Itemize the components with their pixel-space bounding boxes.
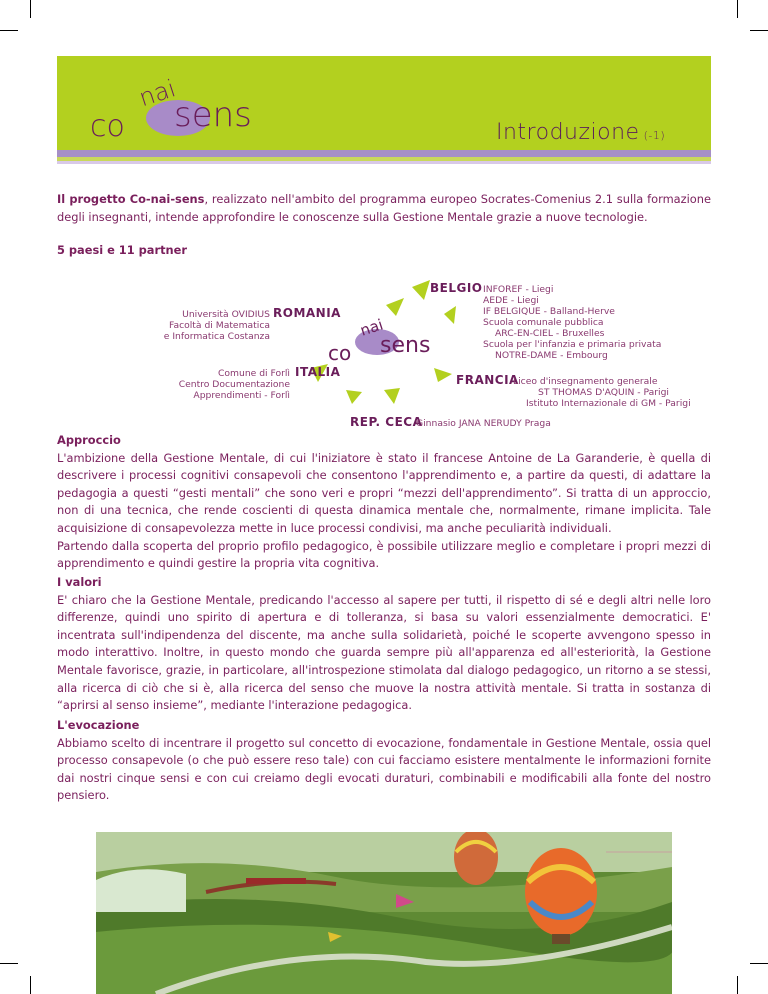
country-romania: ROMANIA — [273, 306, 341, 320]
page-title-text: Introduzione — [496, 120, 640, 145]
partner-item: AEDE - Liegi — [483, 295, 539, 306]
section-heading: L'evocazione — [57, 718, 140, 732]
project-name: Il progetto Co-nai-sens — [57, 192, 205, 206]
logo-sens: sens — [174, 95, 252, 135]
partner-item: Facoltà di Matematica — [169, 320, 270, 331]
partner-list-belgio — [483, 284, 661, 361]
partner-item: Centro Documentazione — [178, 379, 290, 390]
logo-co: co — [90, 109, 125, 144]
section-valori — [57, 574, 711, 715]
landscape-illustration — [96, 832, 672, 994]
partner-item: ARC-EN-CIEL - Bruxelles — [495, 328, 605, 339]
partner-item: Apprendimenti - Forlì — [193, 390, 290, 401]
page-number: (-1) — [643, 129, 666, 142]
partner-item: INFOREF - Liegi — [483, 284, 554, 295]
partner-item: NOTRE-DAME - Embourg — [495, 350, 608, 361]
section-approccio — [57, 432, 711, 573]
partners-heading: 5 paesi e 11 partner — [57, 243, 187, 257]
partner-item: Scuola comunale pubblica — [483, 317, 604, 328]
partner-item: IF BELGIQUE - Balland-Herve — [483, 306, 615, 317]
country-francia: FRANCIA — [456, 373, 519, 387]
section-paragraph: Abbiamo scelto di incentrare il progetto sul concetto di evocazione, fondamentale in Gestione Mentale, ossia quel processo consapevole (o che può essere reso tale) con cui facciamo esistere mentalmente le informazioni fornite dai nostri cinque sensi e con cui creiamo degli evocati duraturi, combinabili e modificabili alla fonte del nostro pensiero. — [57, 735, 711, 803]
partner-item: Scuola per l'infanzia e primaria privata — [483, 339, 662, 350]
partner-list-romania — [140, 309, 270, 342]
arrow-to-rep-ceca — [384, 388, 400, 404]
partner-item: Istituto Internazionale di GM - Parigi — [526, 398, 691, 409]
logo-sens: sens — [380, 333, 431, 358]
logo-nai: nai — [357, 315, 386, 340]
country-italia: ITALIA — [295, 365, 341, 379]
co-nai-sens-small-logo — [322, 312, 452, 376]
intro-text: , realizzato nell'ambito del programma europeo Socrates-Comenius 2.1 sulla formazione degli insegnanti, intende approfondire le conoscenze sulla Gestione Mentale grazie a nuove tecnologie. — [57, 192, 711, 224]
logo-nai: nai — [135, 78, 180, 113]
partner-list-rep-ceca — [416, 418, 551, 429]
country-belgio: BELGIO — [430, 281, 483, 295]
section-heading: Approccio — [57, 433, 121, 447]
partner-list-italia — [170, 368, 290, 401]
section-heading: I valori — [57, 575, 102, 589]
partner-item: e Informatica Costanza — [163, 331, 270, 342]
partner-item: Liceo d'insegnamento generale — [513, 376, 658, 387]
section-paragraph: L'ambizione della Gestione Mentale, di cui l'iniziatore è stato il francese Antoine de La Garanderie, è quella di descrivere i processi cognitivi consapevoli che consentono l'apprendimento e, a partire da questi, di adattare la pedagogia a questi “gesti mentali” che sono veri e propri “mezzi dell'apprendimento”. Si tratta di un approccio, non di una tecnica, che rende coscienti di questa dinamica mentale che, normalmente, rimane implicita. Tale acquisizione di consapevolezza mette in luce processi condivisi, ma anche peculiarità individuali. — [57, 450, 711, 535]
arrow-to-belgio — [412, 280, 430, 300]
partner-item: Comune di Forlì — [218, 368, 290, 379]
section-evocazione — [57, 717, 711, 805]
partner-item: Università OVIDIUS — [182, 309, 270, 320]
logo-co: co — [328, 341, 352, 365]
country-rep-ceca: REP. CECA — [350, 415, 423, 429]
arrow-down-left — [346, 390, 362, 404]
partner-item: Ginnasio JANA NERUDY Praga — [416, 418, 551, 429]
partner-list-francia — [513, 376, 691, 409]
section-paragraph: Partendo dalla scoperta del proprio profilo pedagogico, è possibile utilizzare meglio e completare i propri mezzi di apprendimento e quindi gestire la propria vita cognitiva. — [57, 538, 711, 571]
section-paragraph: E' chiaro che la Gestione Mentale, predicando l'accesso al sapere per tutti, il rispetto di sé e degli altri nelle loro differenze, quindi uno spirito di apertura e di tolleranza, si basa su valori essenzialmente democratici. E' incentrata sull'indipendenza del discente, ma anche sulla solidarietà, poiché le scoperte avvengono spesso in modo interattivo. Inoltre, in questo mondo che guarda sempre più all'apparenza ed all'esteriorità, la Gestione Mentale favorisce, grazie, in particolare, all'introspezione stimolata dal dialogo pedagogico, un ritorno a se stessi, alla ricerca di ciò che si è, alla ricerca del senso che muove la nostra attività mentale. Si tratta in sostanza di “aprirsi al senso insieme”, mediante l'interazione pedagogica. — [57, 592, 711, 713]
partner-item: ST THOMAS D'AQUIN - Parigi — [538, 387, 669, 398]
